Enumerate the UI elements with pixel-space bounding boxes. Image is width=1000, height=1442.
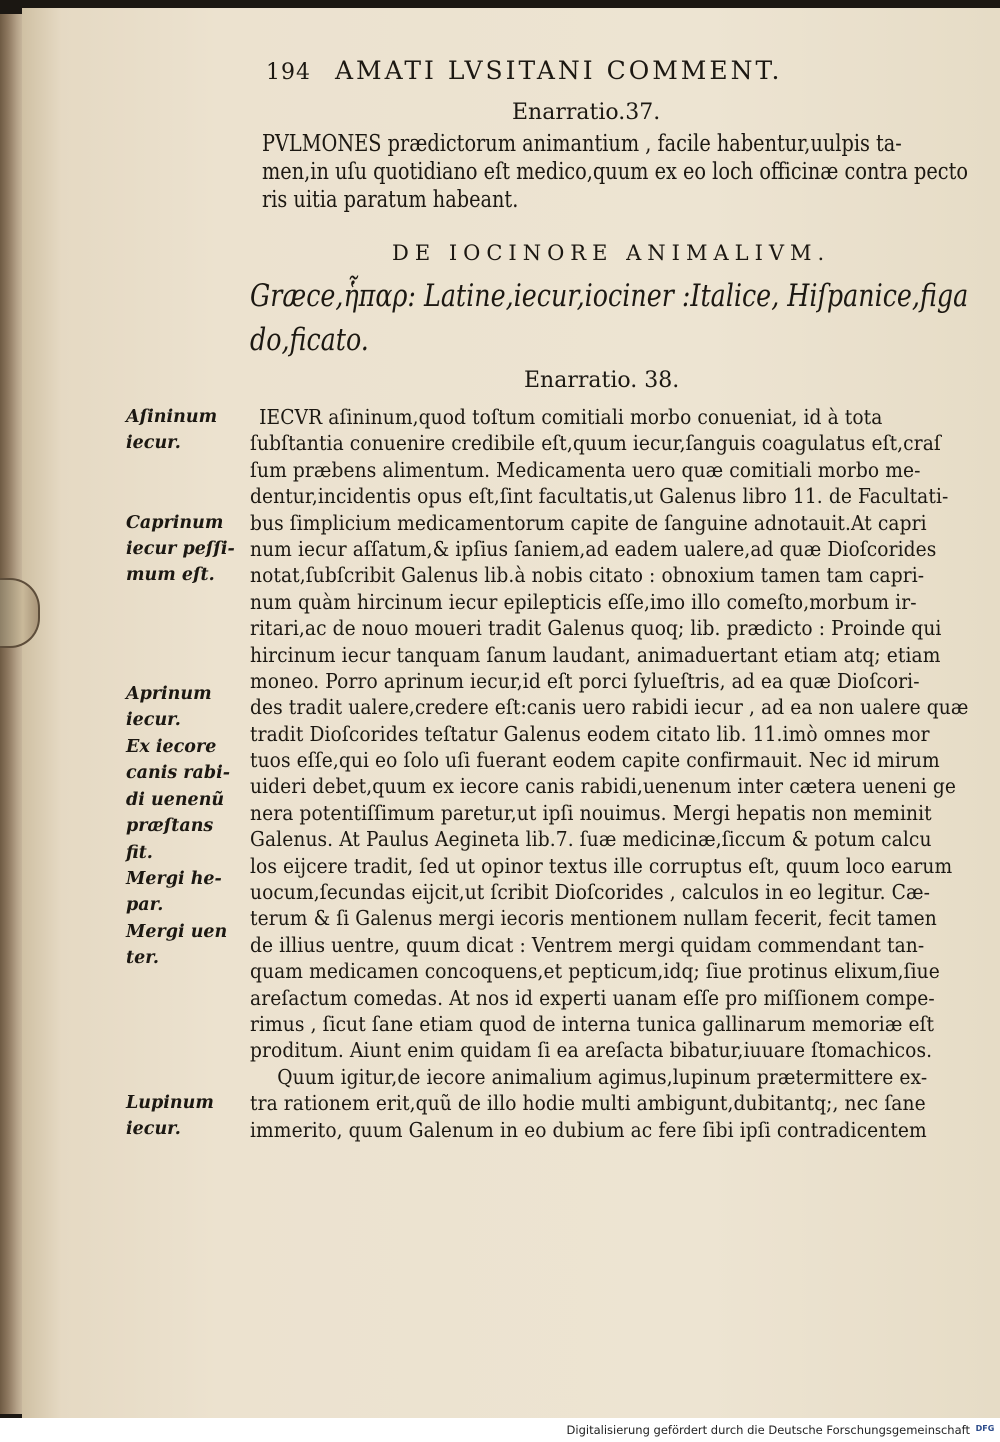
text-line: immerito, quum Galenum in eo dubium ac fere ſibi ipſi contradicentem — [250, 1117, 927, 1142]
margin-note-line: iecur. — [126, 1119, 181, 1140]
text-line: areſactum comedas. At nos id experti uanam eſſe pro miſſionem compe- — [250, 985, 935, 1010]
text-line: nera potentiſſimum paretur,ut ipſi nouimus. Mergi hepatis non meminit — [250, 800, 932, 825]
text-line: ris uitia paratum habeant. — [262, 187, 519, 213]
text-line: ritari,ac de nouo moueri tradit Galenus quoq; lib. prædicto : Proinde qui — [250, 616, 942, 641]
text-line: de illius uentre, quum dicat : Ventrem mergi quidam commendant tan- — [250, 932, 925, 957]
section-heading: DE IOCINORE ANIMALIVM. — [392, 241, 831, 265]
margin-note-line: Ex iecore — [126, 737, 217, 757]
margin-note-line: canis rabi- — [126, 763, 231, 784]
enarratio-38-heading: Enarratio. 38. — [524, 368, 680, 393]
names-line: do,ficato. — [250, 322, 369, 358]
funding-note: Digitalisierung gefördert durch die Deutsche Forschungsgemeinschaft — [566, 1423, 970, 1437]
text-line: tradit Dioſcorides teſtatur Galenus eodem citato lib. 11.imò omnes mor — [250, 721, 930, 746]
margin-note-line: iecur. — [126, 710, 181, 731]
running-head — [266, 56, 866, 85]
margin-note-line: Caprinum — [126, 512, 224, 533]
text-line: hircinum iecur tanquam ſanum laudant, animaduertant etiam atq; etiam — [250, 642, 941, 667]
margin-note-line: iecur. — [126, 433, 181, 454]
text-line: bus ſimplicium medicamentorum capite de ſanguine adnotauit.At capri — [250, 510, 927, 535]
text-line: moneo. Porro aprinum iecur,id eſt porci ſylueſtris, ad ea quæ Dioſcori- — [250, 668, 920, 693]
margin-note — [126, 510, 235, 589]
margin-note-line: mum eſt. — [126, 565, 215, 586]
text-line: uocum,ſecundas eijcit,ut ſcribit Dioſcorides , calculos in eo legitur. Cæ- — [250, 880, 930, 905]
text-line: dentur,incidentis opus eſt,ſint facultatis,ut Galenus libro 11. de Facultati- — [250, 484, 949, 509]
text-line: los eijcere tradit, ſed ut opinor textus ille corruptus eſt, quum loco earum — [250, 853, 953, 878]
text-line: PVLMONES prædictorum animantium , facile habentur,uulpis ta- — [262, 131, 902, 157]
text-line: des tradit ualere,credere eſt:canis uero rabidi iecur , ad ea non ualere quæ — [250, 695, 969, 720]
text-line: ſum præbens alimentum. Medicamenta uero quæ comitiali morbo me- — [250, 457, 921, 482]
margin-note — [126, 866, 222, 919]
text-line: men,in uſu quotidiano eſt medico,quum ex eo loch officinæ contra pecto — [262, 159, 968, 185]
margin-note-line: fit. — [126, 842, 153, 863]
text-line: Quum igitur,de iecore animalium agimus,lupinum prætermittere ex- — [277, 1064, 928, 1089]
text-line: proditum. Aiunt enim quidam ſi ea areſacta bibatur,iuuare ſtomachicos. — [250, 1038, 933, 1063]
page-number: 194 — [266, 60, 311, 85]
margin-note-line: iecur peſſi- — [126, 538, 235, 559]
margin-note — [126, 404, 217, 457]
text-line: rimus , ſicut ſane etiam quod de interna tunica gallinarum memoriæ eſt — [250, 1011, 935, 1036]
margin-note-line: Mergi he- — [126, 869, 222, 889]
margin-note-line: di uenenũ — [126, 789, 225, 810]
margin-note-line: Mergi uen — [126, 922, 228, 942]
enarratio-37-text — [262, 130, 1000, 214]
margin-note — [126, 681, 212, 734]
names-block — [250, 274, 1000, 362]
text-line: notat,ſubſcribit Galenus lib.à nobis citato : obnoxium tamen tam capri- — [250, 563, 925, 588]
text-line: Galenus. At Paulus Aegineta lib.7. ſuæ medicinæ,ſiccum & potum calcu — [250, 827, 932, 852]
margin-note-line: Aſininum — [126, 407, 218, 427]
margin-note-line: præſtans — [126, 816, 214, 837]
text-line: IECVR aſininum,quod toſtum comitiali morbo conueniat, id à tota — [259, 405, 883, 429]
footer-bar — [0, 1418, 1000, 1442]
margin-note — [126, 734, 230, 866]
dfg-logo: DFG — [975, 1424, 995, 1433]
book-page — [22, 8, 1000, 1418]
margin-note — [126, 919, 227, 972]
text-line: quam medicamen concoquens,et pepticum,idq; ſiue protinus elixum,ſiue — [250, 959, 940, 984]
text-line: num iecur aſſatum,& ipſius ſaniem,ad eadem ualere,ad quæ Dioſcorides — [250, 536, 937, 561]
enarratio-37-heading: Enarratio.37. — [512, 100, 661, 125]
margin-note-line: Aprinum — [126, 684, 212, 704]
margin-note-line: par. — [126, 895, 164, 916]
text-line: num quàm hircinum iecur epilepticis eſſe,imo illo comeſto,morbum ir- — [250, 589, 917, 614]
text-line: terum & ſi Galenus mergi iecoris mentionem nullam fecerit, fecit tamen — [250, 906, 937, 931]
margin-note — [126, 1090, 214, 1143]
margin-note-line: Lupinum — [126, 1093, 214, 1113]
text-line: ſubſtantia conuenire credibile eſt,quum iecur,ſanguis coagulatus eſt,craſ — [250, 431, 941, 456]
margin-note-line: ter. — [126, 948, 159, 969]
names-line: Græce,ἧπαρ: Latine,iecur,iociner :Italice, Hiſpanice,figa — [250, 278, 969, 314]
text-line: tuos eſſe,qui eo ſolo uſi fuerant eodem capite confirmauit. Nec id mirum — [250, 748, 940, 773]
book-edge — [0, 14, 24, 1414]
text-line: tra rationem erit,quũ de illo hodie multi ambigunt,dubitantq;, nec ſane — [250, 1091, 926, 1116]
running-title: AMATI LVSITANI COMMENT. — [335, 56, 783, 85]
text-line: uideri debet,quum ex iecore canis rabidi,uenenum inter cætera ueneni ge — [250, 774, 956, 799]
enarratio-38-text — [250, 404, 1000, 1143]
